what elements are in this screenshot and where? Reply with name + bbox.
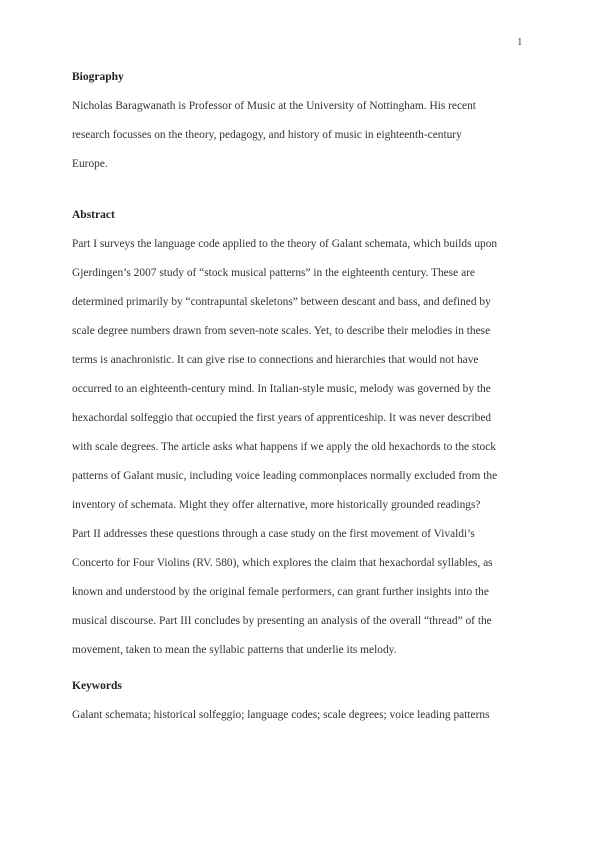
abstract-line: Part II addresses these questions through a case study on the first movement of Vivaldi’s — [72, 528, 475, 540]
abstract-text — [72, 230, 532, 665]
page-number: 1 — [517, 36, 523, 48]
biography-line: Europe. — [72, 158, 108, 170]
abstract-heading: Abstract — [72, 209, 115, 221]
abstract-line: Part I surveys the language code applied to the theory of Galant schemata, which builds upon — [72, 238, 498, 250]
abstract-line: occurred to an eighteenth-century mind. In Italian-style music, melody was governed by the — [72, 383, 491, 395]
biography-line: Nicholas Baragwanath is Professor of Music at the University of Nottingham. His recent — [72, 100, 476, 112]
abstract-line: Concerto for Four Violins (RV. 580), which explores the claim that hexachordal syllables, as — [72, 557, 493, 569]
abstract-line: hexachordal solfeggio that occupied the first years of apprenticeship. It was never described — [72, 412, 492, 424]
abstract-line: movement, taken to mean the syllabic patterns that underlie its melody. — [72, 644, 397, 656]
abstract-line: with scale degrees. The article asks what happens if we apply the old hexachords to the stock — [72, 441, 496, 453]
keywords-line: Galant schemata; historical solfeggio; language codes; scale degrees; voice leading patterns — [72, 709, 490, 721]
abstract-line: musical discourse. Part III concludes by presenting an analysis of the overall “thread” of the — [72, 615, 492, 627]
keywords-heading: Keywords — [72, 680, 122, 692]
abstract-line: scale degree numbers drawn from seven-note scales. Yet, to describe their melodies in these — [72, 325, 491, 337]
keywords-text — [72, 701, 532, 730]
abstract-line: known and understood by the original female performers, can grant further insights into the — [72, 586, 489, 598]
abstract-line: Gjerdingen’s 2007 study of “stock musical patterns” in the eighteenth century. These are — [72, 267, 475, 279]
biography-heading: Biography — [72, 71, 124, 83]
abstract-line: determined primarily by “contrapuntal skeletons” between descant and bass, and defined by — [72, 296, 491, 308]
abstract-line: terms is anachronistic. It can give rise to connections and hierarchies that would not have — [72, 354, 479, 366]
abstract-line: inventory of schemata. Might they offer alternative, more historically grounded readings? — [72, 499, 481, 511]
biography-line: research focusses on the theory, pedagogy, and history of music in eighteenth-century — [72, 129, 462, 141]
abstract-line: patterns of Galant music, including voice leading commonplaces normally excluded from the — [72, 470, 498, 482]
biography-text — [72, 92, 532, 179]
